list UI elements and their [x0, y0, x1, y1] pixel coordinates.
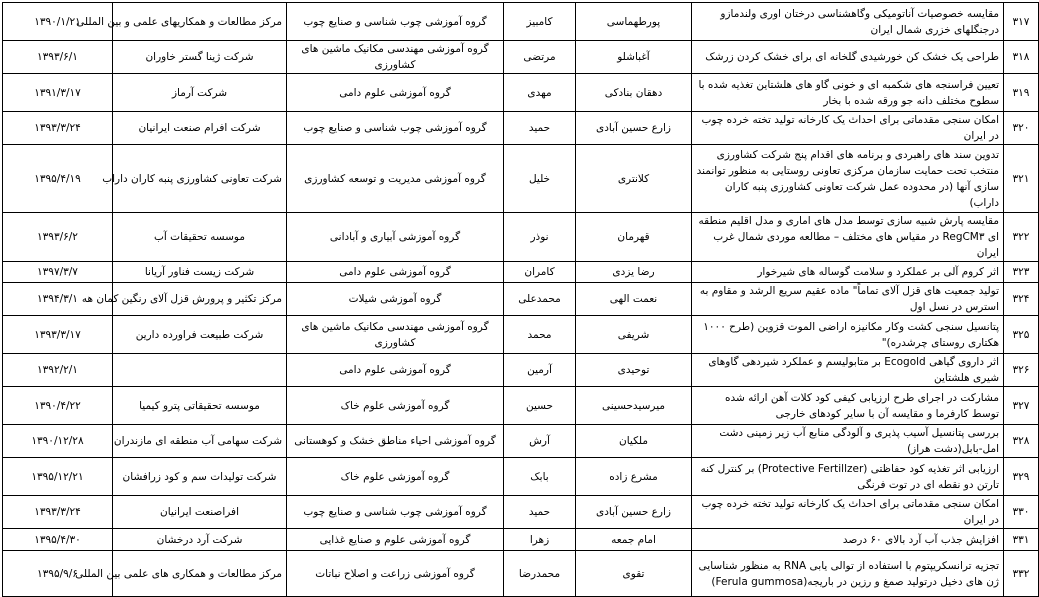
family-name: امام جمعه [576, 529, 692, 551]
contract-date: ۱۳۹۰/۱۲/۲۸ [3, 425, 113, 458]
department-group: گروه آموزشی شیلات [287, 283, 504, 316]
first-name: آرمین [504, 354, 576, 387]
table-row [3, 112, 1039, 145]
first-name: آرش [504, 425, 576, 458]
family-name: کلانتری [576, 145, 692, 213]
project-title: تجزیه ترانسکریپتوم با استفاده از توالی یابی RNA به منظور شناسایی ژن های دخیل درتولید صمغ و رزین در باریجه(Ferula gummosa) [692, 551, 1004, 597]
row-number: ۳۲۷ [1004, 387, 1039, 425]
first-name: محمد [504, 316, 576, 354]
client-organization: شرکت آرد درخشان [113, 529, 287, 551]
contract-date: ۱۳۹۰/۱/۲۱ [3, 3, 113, 41]
family-name: زارع حسین آبادی [576, 112, 692, 145]
department-group: گروه آموزشی آبیاری و آبادانی [287, 213, 504, 262]
project-title: تولید جمعیت های قزل آلای تماماً" ماده عقیم سریع الرشد و مقاوم به استرس در نسل اول [692, 283, 1004, 316]
row-number: ۳۱۸ [1004, 41, 1039, 74]
family-name: زارع حسین آبادی [576, 496, 692, 529]
row-number: ۳۲۳ [1004, 262, 1039, 283]
client-organization [113, 354, 287, 387]
first-name: حمید [504, 496, 576, 529]
department-group: گروه آموزشی چوب شناسی و صنایع چوب [287, 3, 504, 41]
department-group: گروه آموزشی علوم دامی [287, 354, 504, 387]
row-number: ۳۱۹ [1004, 74, 1039, 112]
first-name: کامبیز [504, 3, 576, 41]
project-title: تدوین سند های راهبردی و برنامه های اقدام پنج شرکت کشاورزی منتخب تحت حمایت سازمان مرکزی تعاونی روستایی به منظور توانمند سازی آنها (در محدوده عمل شرکت تعاونی کشاورزی پنبه کاران داراب) [692, 145, 1004, 213]
project-title: مقایسه پارش شبیه سازی توسط مدل های اماری و مدل اقلیم منطقه ای RegCM۳ در مقیاس های مختلف – مطالعه موردی شمال غرب ایران [692, 213, 1004, 262]
project-title: پتانسیل سنجی کشت وکار مکانیزه اراضی الموت قزوین (طرح ۱۰۰۰ هکتاری روستای چرشدره)" [692, 316, 1004, 354]
project-title: مشارکت در اجرای طرح ارزیابی کیفی کود کلات آهن ارائه شده توسط کارفرما و مقایسه آن با سایر کودهای خارجی [692, 387, 1004, 425]
contract-date: ۱۳۹۷/۳/۷ [3, 262, 113, 283]
table-row [3, 283, 1039, 316]
first-name: نوذر [504, 213, 576, 262]
projects-table [2, 2, 1039, 597]
project-title: اثر داروی گیاهی Ecogold بر متابولیسم و عملکرد شیردهی گاوهای شیری هلشتاین [692, 354, 1004, 387]
client-organization: افراصنعت ایرانیان [113, 496, 287, 529]
department-group: گروه آموزشی مهندسی مکانیک ماشین های کشاورزی [287, 41, 504, 74]
project-title: امکان سنجی مقدماتی برای احداث یک کارخانه تولید تخته خرده چوب در ایران [692, 112, 1004, 145]
client-organization: شرکت ژینا گستر خاوران [113, 41, 287, 74]
family-name: قهرمان [576, 213, 692, 262]
first-name: حمید [504, 112, 576, 145]
client-organization: مرکز مطالعات و همکاریهای علمی و بین المللی [113, 3, 287, 41]
client-organization: شرکت زیست فناور آریانا [113, 262, 287, 283]
contract-date: ۱۳۹۵/۱۲/۲۱ [3, 458, 113, 496]
contract-date: ۱۳۹۰/۴/۲۲ [3, 387, 113, 425]
contract-date: ۱۳۹۵/۴/۳۰ [3, 529, 113, 551]
row-number: ۳۲۰ [1004, 112, 1039, 145]
contract-date: ۱۳۹۵/۴/۱۹ [3, 145, 113, 213]
client-organization: شرکت افرام صنعت ایرانیان [113, 112, 287, 145]
first-name: حسین [504, 387, 576, 425]
row-number: ۳۳۱ [1004, 529, 1039, 551]
contract-date: ۱۳۹۵/۹/۶ [3, 551, 113, 597]
client-organization: شرکت طبیعت فراورده دارین [113, 316, 287, 354]
contract-date: ۱۳۹۳/۳/۲۴ [3, 112, 113, 145]
contract-date: ۱۳۹۴/۳/۱ [3, 283, 113, 316]
table-row [3, 213, 1039, 262]
contract-date: ۱۳۹۳/۶/۲ [3, 213, 113, 262]
contract-date: ۱۳۹۳/۳/۲۴ [3, 496, 113, 529]
client-organization: مرکز تکثیر و پرورش قزل آلای رنگین کمان هه [113, 283, 287, 316]
row-number: ۳۲۵ [1004, 316, 1039, 354]
table-row [3, 496, 1039, 529]
family-name: ملکیان [576, 425, 692, 458]
row-number: ۳۱۷ [1004, 3, 1039, 41]
table-row [3, 3, 1039, 41]
family-name: رضا یزدی [576, 262, 692, 283]
client-organization: موسسه تحقیقات آب [113, 213, 287, 262]
department-group: گروه آموزشی علوم دامی [287, 262, 504, 283]
contract-date: ۱۳۹۱/۳/۱۷ [3, 74, 113, 112]
family-name: آغباشلو [576, 41, 692, 74]
table-row [3, 316, 1039, 354]
project-title: اثر کروم آلی بر عملکرد و سلامت گوساله های شیرخوار [692, 262, 1004, 283]
family-name: پورطهماسی [576, 3, 692, 41]
row-number: ۳۲۸ [1004, 425, 1039, 458]
row-number: ۳۲۹ [1004, 458, 1039, 496]
family-name: دهقان بنادکی [576, 74, 692, 112]
client-organization: شرکت تعاونی کشاورزی پنبه کاران داراب [113, 145, 287, 213]
project-title: مقایسه خصوصیات آناتومیکی وگاهشناسی درختان اوری ولندمازو درجنگلهای خزری شمال ایران [692, 3, 1004, 41]
project-title: تعیین فراسنجه های شکمبه ای و خونی گاو های هلشتاین تغذیه شده با سطوح مختلف دانه جو ورقه شده با بخار [692, 74, 1004, 112]
row-number: ۳۲۱ [1004, 145, 1039, 213]
table-row [3, 74, 1039, 112]
table-row [3, 551, 1039, 597]
contract-date: ۱۳۹۲/۲/۱ [3, 354, 113, 387]
department-group: گروه آموزشی چوب شناسی و صنایع چوب [287, 496, 504, 529]
department-group: گروه آموزشی احیاء مناطق خشک و کوهستانی [287, 425, 504, 458]
department-group: گروه آموزشی چوب شناسی و صنایع چوب [287, 112, 504, 145]
first-name: کامران [504, 262, 576, 283]
department-group: گروه آموزشی زراعت و اصلاح نباتات [287, 551, 504, 597]
project-title: افزایش جذب آب آرد بالای ۶۰ درصد [692, 529, 1004, 551]
table-row [3, 529, 1039, 551]
table-row [3, 145, 1039, 213]
contract-date: ۱۳۹۳/۳/۱۷ [3, 316, 113, 354]
client-organization: مرکز مطالعات و همکاری های علمی بین المللی [113, 551, 287, 597]
table-row [3, 387, 1039, 425]
contract-date: ۱۳۹۳/۶/۱ [3, 41, 113, 74]
row-number: ۳۳۲ [1004, 551, 1039, 597]
table-row [3, 425, 1039, 458]
family-name: مشرع زاده [576, 458, 692, 496]
table-row [3, 458, 1039, 496]
row-number: ۳۲۴ [1004, 283, 1039, 316]
project-title: بررسی پتانسیل آسیب پذیری و آلودگی منابع آب زیر زمینی دشت امل-بابل(دشت هراز) [692, 425, 1004, 458]
table-row [3, 262, 1039, 283]
first-name: مرتضی [504, 41, 576, 74]
client-organization: شرکت سهامی آب منطقه ای مازندران [113, 425, 287, 458]
row-number: ۳۲۶ [1004, 354, 1039, 387]
first-name: خلیل [504, 145, 576, 213]
family-name: تقوی [576, 551, 692, 597]
table-row [3, 41, 1039, 74]
client-organization: شرکت آرماز [113, 74, 287, 112]
first-name: محمدرضا [504, 551, 576, 597]
row-number: ۳۳۰ [1004, 496, 1039, 529]
first-name: بابک [504, 458, 576, 496]
first-name: مهدی [504, 74, 576, 112]
project-title: امکان سنجی مقدماتی برای احداث یک کارخانه تولید تخته خرده چوب در ایران [692, 496, 1004, 529]
family-name: نعمت الهی [576, 283, 692, 316]
project-title: طراحی یک خشک کن خورشیدی گلخانه ای برای خشک کردن زرشک [692, 41, 1004, 74]
row-number: ۳۲۲ [1004, 213, 1039, 262]
client-organization: موسسه تحقیقاتی پترو کیمیا [113, 387, 287, 425]
department-group: گروه آموزشی مدیریت و توسعه کشاورزی [287, 145, 504, 213]
first-name: محمدعلی [504, 283, 576, 316]
department-group: گروه آموزشی علوم خاک [287, 458, 504, 496]
department-group: گروه آموزشی علوم خاک [287, 387, 504, 425]
department-group: گروه آموزشی علوم دامی [287, 74, 504, 112]
department-group: گروه آموزشی مهندسی مکانیک ماشین های کشاورزی [287, 316, 504, 354]
family-name: شریفی [576, 316, 692, 354]
family-name: توحیدی [576, 354, 692, 387]
client-organization: شرکت تولیدات سم و کود زرافشان [113, 458, 287, 496]
family-name: میرسیدحسینی [576, 387, 692, 425]
project-title: ارزیابی اثر تغذیه کود حفاظتی (Protective Fertillzer) بر کنترل کنه تارتن دو نقطه ای در توت فرنگی [692, 458, 1004, 496]
first-name: زهرا [504, 529, 576, 551]
table-row [3, 354, 1039, 387]
department-group: گروه آموزشی علوم و صنایع غذایی [287, 529, 504, 551]
